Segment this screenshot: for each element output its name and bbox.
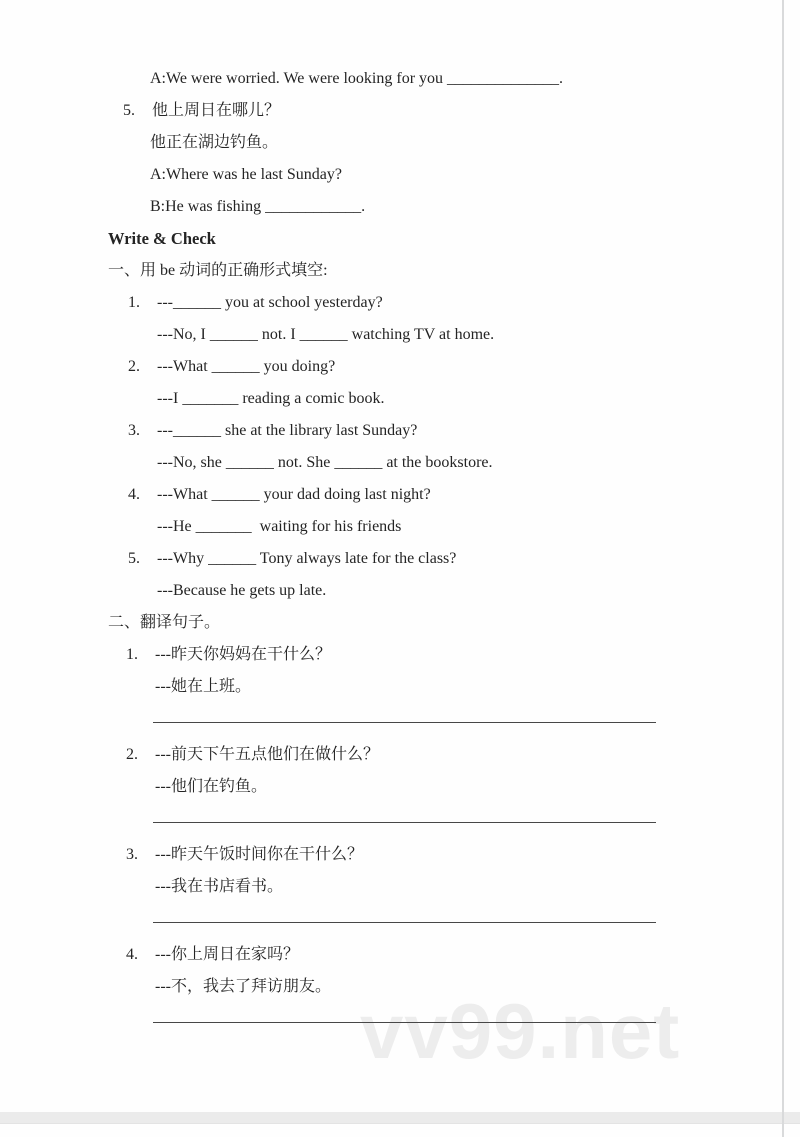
- item-number: 3.: [126, 846, 138, 863]
- list-item: [123, 95, 800, 127]
- list-item: [126, 939, 800, 971]
- answer-blank-line: [153, 1022, 656, 1023]
- item-number: 2.: [128, 358, 140, 375]
- list-item: [128, 415, 800, 447]
- item-number: 4.: [126, 946, 138, 963]
- dialog-question-line: A:Where was he last Sunday?: [150, 166, 342, 183]
- answer-text: ---Because he gets up late.: [157, 582, 327, 599]
- list-item: [126, 739, 800, 771]
- answer-blank-wrap: [0, 903, 800, 939]
- dialog-answer-line: A:We were worried. We were looking for you ______________.: [150, 70, 564, 87]
- question-text: 他上周日在哪儿？: [152, 102, 281, 119]
- list-item: [126, 639, 800, 671]
- answer-text: ---我在书店看书。: [155, 878, 283, 895]
- answer-text: ---No, I ______ not. I ______ watching TV at home.: [157, 326, 495, 343]
- item-number: 2.: [126, 746, 138, 763]
- page-edge-line: [782, 0, 784, 1137]
- question-text: ---What ______ your dad doing last night?: [157, 486, 431, 503]
- question-text: ---前天下午五点他们在做什么？: [155, 746, 379, 763]
- translation-item: [0, 839, 800, 939]
- answer-text: ---I _______ reading a comic book.: [157, 390, 385, 407]
- question-text: ---你上周日在家吗？: [155, 946, 299, 963]
- section2-heading: 二、翻译句子。: [108, 614, 221, 631]
- list-item: [128, 479, 800, 511]
- section1-heading: 一、用 be 动词的正确形式填空:: [108, 262, 328, 279]
- item-number: 3.: [128, 422, 140, 439]
- item-number: 1.: [128, 294, 140, 311]
- answer-text: ---No, she ______ not. She ______ at the bookstore.: [157, 454, 493, 471]
- answer-blank-line: [153, 922, 656, 923]
- question-text: ---昨天你妈妈在干什么？: [155, 646, 331, 663]
- list-item: [128, 287, 800, 319]
- answer-blank-wrap: [0, 803, 800, 839]
- item-number: 4.: [128, 486, 140, 503]
- watermark: vv99.net: [360, 987, 681, 1075]
- list-item: [126, 839, 800, 871]
- dialog-answer-line: B:He was fishing ____________.: [150, 198, 366, 215]
- question-text: ---Why ______ Tony always late for the class?: [157, 550, 457, 567]
- answer-text: ---He _______ waiting for his friends: [157, 518, 402, 535]
- answer-blank-line: [153, 722, 656, 723]
- translation-item: [0, 739, 800, 839]
- list-item: [128, 351, 800, 383]
- question-text: ---What ______ you doing?: [157, 358, 336, 375]
- answer-text: ---不，我去了拜访朋友。: [155, 978, 331, 995]
- answer-blank-wrap: [0, 1003, 800, 1039]
- page-separator: [0, 1112, 800, 1124]
- answer-blank-wrap: [0, 703, 800, 739]
- translation-item: [0, 639, 800, 739]
- section-title: Write & Check: [108, 229, 216, 248]
- answer-text: ---她在上班。: [155, 678, 251, 695]
- question-text: ---______ she at the library last Sunday?: [157, 422, 418, 439]
- answer-blank-line: [153, 822, 656, 823]
- item-number: 1.: [126, 646, 138, 663]
- translation-item: [0, 939, 800, 1039]
- item-number: 5.: [128, 550, 140, 567]
- question-text: ---昨天午饭时间你在干什么？: [155, 846, 363, 863]
- question-text: 他正在湖边钓鱼。: [150, 134, 279, 151]
- answer-text: ---他们在钓鱼。: [155, 778, 267, 795]
- question-text: ---______ you at school yesterday?: [157, 294, 383, 311]
- item-number: 5.: [123, 102, 135, 119]
- list-item: [128, 543, 800, 575]
